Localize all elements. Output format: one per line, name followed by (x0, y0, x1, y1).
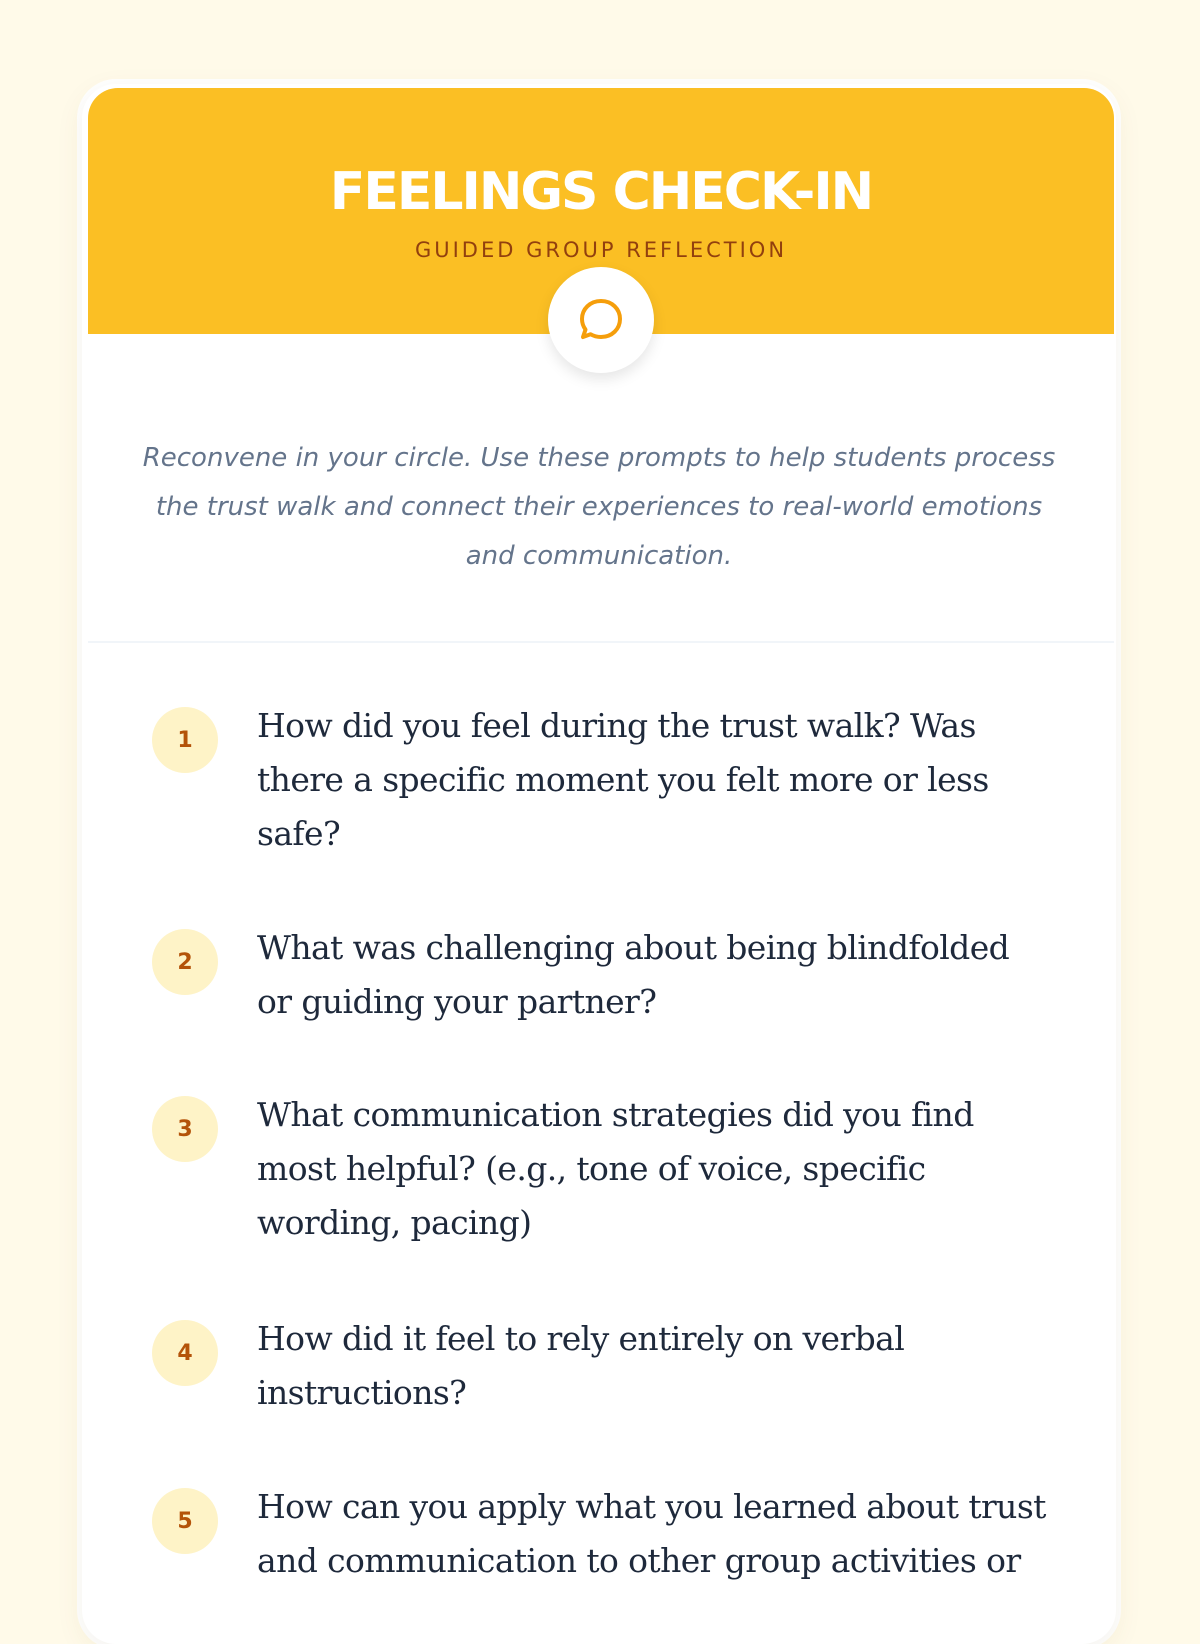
question-text: How can you apply what you learned about trust and communication to other group activities or (257, 1487, 1046, 1580)
section-divider (88, 641, 1114, 643)
question-text: What communication strategies did you find most helpful? (e.g., tone of voice, specific wording, pacing) (257, 1095, 974, 1242)
question-text: What was challenging about being blindfolded or guiding your partner? (257, 928, 1010, 1021)
page-subtitle: GUIDED GROUP REFLECTION (414, 238, 788, 262)
question-number-badge: 5 (152, 1488, 218, 1554)
question-text: How did you feel during the trust walk? Was there a specific moment you felt more or less safe? (257, 706, 989, 853)
question-number-badge: 1 (152, 707, 218, 773)
chat-badge (548, 267, 654, 373)
intro-text: Reconvene in your circle. Use these prompts to help students process the trust walk and connect their experiences to real-world emotions and communication. (142, 443, 1056, 571)
question-number-badge: 3 (152, 1096, 218, 1162)
question-text: How did it feel to rely entirely on verbal instructions? (257, 1319, 905, 1412)
question-number-badge: 4 (152, 1320, 218, 1386)
chat-bubble-icon (575, 294, 627, 346)
reflection-card (82, 84, 1116, 1644)
page-title: FEELINGS CHECK-IN (329, 162, 873, 222)
question-number-badge: 2 (152, 929, 218, 995)
